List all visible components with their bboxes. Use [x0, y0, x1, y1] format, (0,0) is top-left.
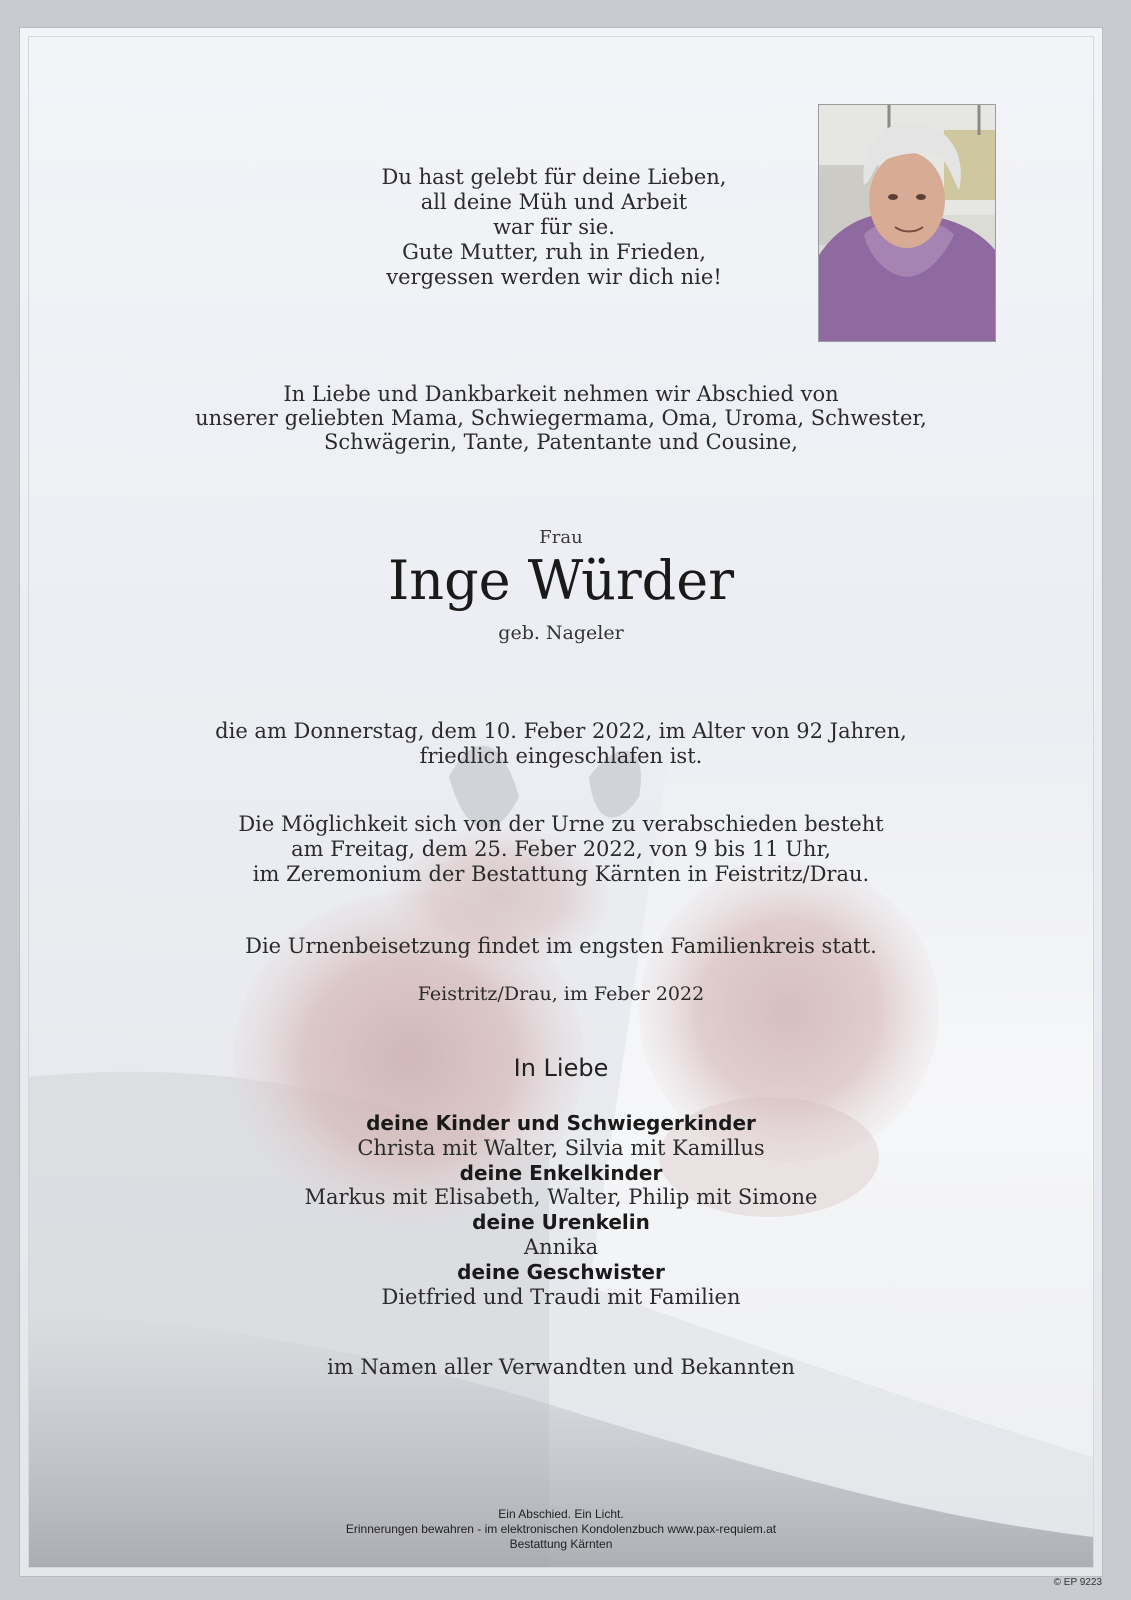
family-group-heading: deine Enkelkinder [459, 1160, 663, 1185]
poem [189, 165, 919, 290]
family-group-names: Annika [523, 1234, 599, 1259]
family-group-names: Markus mit Elisabeth, Walter, Philip mit Simone [304, 1185, 818, 1210]
document-code: © EP 9223 [1053, 1577, 1102, 1588]
urn-burial-note: Die Urnenbeisetzung findet im engsten Familienkreis statt. [245, 934, 877, 958]
death-line: friedlich eingeschlafen ist. [419, 744, 703, 768]
poem-line: Du hast gelebt für deine Lieben, [381, 165, 727, 189]
family-group-names: Dietfried und Traudi mit Familien [381, 1284, 741, 1309]
ceremony-info [29, 812, 1093, 887]
family-group-heading: deine Kinder und Schwiegerkinder [366, 1111, 756, 1135]
footer [29, 1507, 1093, 1552]
deceased-name: Inge Würder [387, 549, 735, 612]
poem-line: vergessen werden wir dich nie! [386, 265, 722, 289]
place-date: Feistritz/Drau, im Feber 2022 [417, 983, 705, 1005]
farewell-intro [29, 382, 1093, 454]
in-love-heading: In Liebe [513, 1054, 609, 1082]
poem-line: war für sie. [493, 215, 615, 239]
footer-line: Bestattung Kärnten [509, 1537, 613, 1551]
intro-line: unserer geliebten Mama, Schwiegermama, Oma, Uroma, Schwester, [195, 406, 927, 430]
on-behalf-line: im Namen aller Verwandten und Bekannten [327, 1355, 795, 1379]
footer-line: Erinnerungen bewahren - im elektronischen Kondolenzbuch www.pax-requiem.at [345, 1522, 777, 1536]
ceremony-line: im Zeremonium der Bestattung Kärnten in Feistritz/Drau. [252, 862, 870, 886]
intro-line: In Liebe und Dankbarkeit nehmen wir Abschied von [283, 382, 839, 406]
death-notice [29, 719, 1093, 769]
intro-line: Schwägerin, Tante, Patentante und Cousine, [324, 430, 798, 454]
death-line: die am Donnerstag, dem 10. Feber 2022, im Alter von 92 Jahren, [215, 719, 907, 743]
ceremony-line: am Freitag, dem 25. Feber 2022, von 9 bis 11 Uhr, [291, 837, 831, 861]
portrait-photo [818, 104, 996, 342]
family-group-heading: deine Urenkelin [472, 1210, 650, 1235]
obituary-sheet [19, 27, 1103, 1577]
poem-line: all deine Müh und Arbeit [420, 190, 688, 214]
salutation: Frau [539, 527, 583, 548]
ceremony-line: Die Möglichkeit sich von der Urne zu verabschieden besteht [238, 812, 884, 836]
family-list [29, 1111, 1093, 1309]
obituary-frame [28, 36, 1094, 1568]
family-group-names: Christa mit Walter, Silvia mit Kamillus [357, 1135, 765, 1160]
footer-line: Ein Abschied. Ein Licht. [498, 1507, 624, 1521]
family-group-heading: deine Geschwister [457, 1259, 665, 1284]
birth-name: geb. Nageler [498, 622, 624, 644]
poem-line: Gute Mutter, ruh in Frieden, [402, 240, 706, 264]
